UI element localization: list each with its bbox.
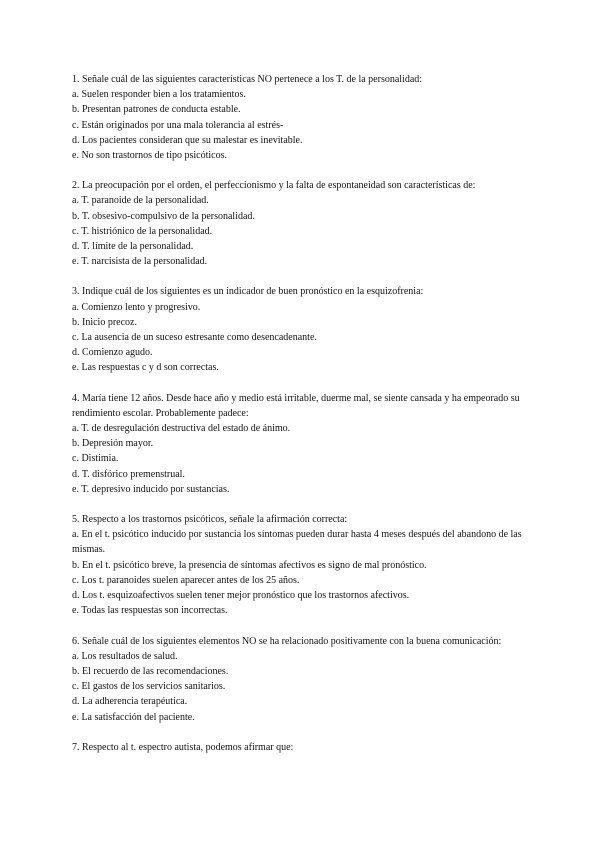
answer-option: d. T. disfórico premenstrual. — [72, 468, 185, 480]
question-text: 3. Indique cuál de los siguientes es un indicador de buen pronóstico en la esquizofrenia: — [72, 286, 424, 298]
answer-option: c. T. histriónico de la personalidad. — [72, 225, 213, 237]
answer-option: a. Los resultados de salud. — [72, 650, 178, 662]
question-4 — [72, 391, 528, 497]
question-3 — [72, 284, 528, 375]
question-6 — [72, 634, 528, 725]
answer-option: d. Los t. esquizoafectivos suelen tener mejor pronóstico que los trastornos afectivos. — [72, 590, 410, 602]
question-text: 2. La preocupación por el orden, el perfeccionismo y la falta de espontaneidad son características de: — [72, 180, 476, 192]
answer-option: d. Comienzo agudo. — [72, 347, 153, 359]
answer-option: e. T. depresivo inducido por sustancias. — [72, 483, 230, 495]
question-5 — [72, 512, 528, 618]
answer-option: d. Los pacientes consideran que su malestar es inevitable. — [72, 134, 303, 146]
answer-option: c. Los t. paranoides suelen aparecer antes de los 25 años. — [72, 574, 300, 586]
question-text: 5. Respecto a los trastornos psicóticos, señale la afirmación correcta: — [72, 514, 348, 526]
answer-option: b. Depresión mayor. — [72, 438, 154, 450]
answer-option: b. Inicio precoz. — [72, 316, 137, 328]
answer-option: c. La ausencia de un suceso estresante como desencadenante. — [72, 332, 317, 344]
answer-option: e. Todas las respuestas son incorrectas. — [72, 605, 228, 617]
question-2 — [72, 178, 528, 269]
question-text: 4. María tiene 12 años. Desde hace año y medio está irritable, duerme mal, se siente cansada y ha empeorado su rendimiento escolar. Probablemente padece: — [72, 392, 520, 419]
answer-option: a. T. de desregulación destructiva del estado de ánimo. — [72, 423, 291, 435]
question-1 — [72, 72, 528, 163]
answer-option: a. T. paranoide de la personalidad. — [72, 195, 209, 207]
answer-option: e. No son trastornos de tipo psicóticos. — [72, 150, 227, 162]
answer-option: b. En el t. psicótico breve, la presencia de síntomas afectivos es signo de mal pronóstico. — [72, 559, 427, 571]
question-list — [72, 72, 528, 770]
answer-option: e. Las respuestas c y d son correctas. — [72, 362, 219, 374]
answer-option: c. Están originados por una mala tolerancia al estrés- — [72, 119, 284, 131]
answer-option: b. Presentan patrones de conducta estable. — [72, 104, 241, 116]
question-text: 1. Señale cuál de las siguientes características NO pertenece a los T. de la personalidad: — [72, 74, 423, 85]
answer-option: b. T. obsesivo-compulsivo de la personalidad. — [72, 210, 255, 222]
answer-option: d. T. límite de la personalidad. — [72, 241, 194, 253]
answer-option: e. T. narcisista de la personalidad. — [72, 256, 208, 268]
answer-option: a. En el t. psicótico inducido por sustancia los síntomas pueden durar hasta 4 meses después del abandono de las mismas. — [72, 529, 522, 556]
answer-option: e. La satisfacción del paciente. — [72, 711, 195, 723]
question-text: 6. Señale cuál de los siguientes elementos NO se ha relacionado positivamente con la buena comunicación: — [72, 635, 502, 647]
answer-option: c. Distimia. — [72, 453, 119, 465]
question-7 — [72, 740, 528, 755]
answer-option: c. El gastos de los servicios sanitarios. — [72, 681, 226, 693]
answer-option: a. Comienzo lento y progresivo. — [72, 301, 201, 313]
answer-option: d. La adherencia terapéutica. — [72, 696, 188, 708]
question-text: 7. Respecto al t. espectro autista, podemos afirmar que: — [72, 741, 294, 753]
answer-option: a. Suelen responder bien a los tratamientos. — [72, 89, 246, 101]
answer-option: b. El recuerdo de las recomendaciones. — [72, 665, 229, 677]
